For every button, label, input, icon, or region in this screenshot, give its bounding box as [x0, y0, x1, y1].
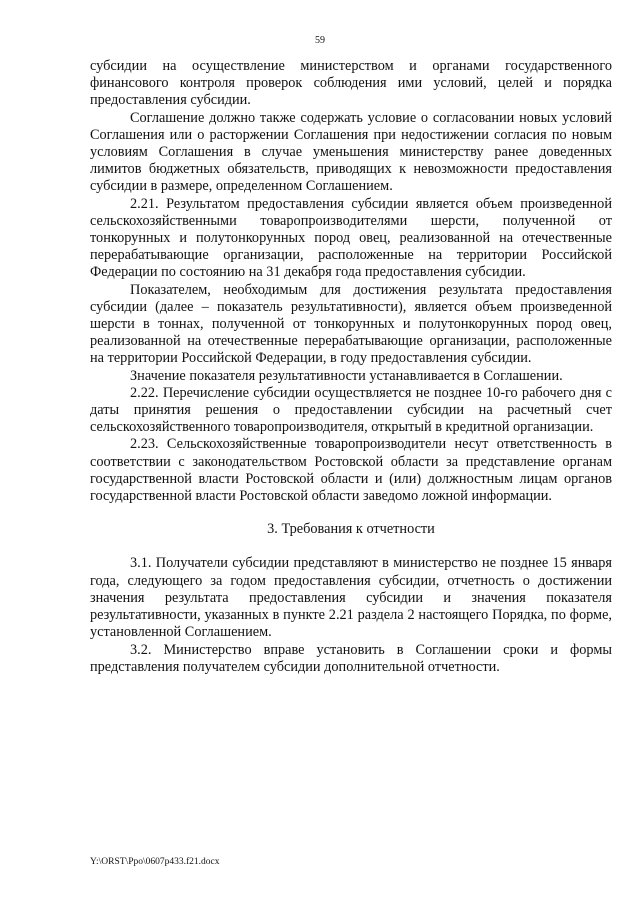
- paragraph-continuation: субсидии на осуществление министерством и органами государственного финансового контроля проверок соблюдения ими условий, целей и порядка предоставления субсидии.: [90, 58, 612, 109]
- footer-file-path: Y:\ORST\Ppo\0607p433.f21.docx: [90, 857, 220, 867]
- paragraph-agreement-terms: Соглашение должно также содержать условие о согласовании новых условий Соглашения или о расторжении Соглашения при недостижении согласия по новым условиям Соглашения в случае уменьшения министерству ранее доведенных лимитов бюджетных обязательств, приводящих к невозможности предоставления субсидии в размере, определенном Соглашением.: [90, 109, 612, 195]
- paragraph-2-22: 2.22. Перечисление субсидии осуществляется не позднее 10-го рабочего дня с даты принятия решения о предоставлении субсидии на расчетный счет сельскохозяйственного товаропроизводителя, открытый в кредитной организации.: [90, 384, 612, 436]
- section-heading: 3. Требования к отчетности: [267, 521, 435, 538]
- page-number: 59: [315, 35, 325, 46]
- paragraph-2-21: 2.21. Результатом предоставления субсидии является объем произведенной сельскохозяйственными товаропроизводителями шерсти, полученной от тонкорунных и полутонкорунных пород овец, реализованной на отечественные перерабатывающие организации, расположенные на территории Российской Федерации по состоянию на 31 декабря года предоставления субсидии.: [90, 195, 612, 281]
- paragraph-3-2: 3.2. Министерство вправе установить в Соглашении сроки и формы представления получателем субсидии дополнительной отчетности.: [90, 641, 612, 675]
- paragraph-indicator-value: Значение показателя результативности устанавливается в Соглашении.: [130, 367, 563, 384]
- paragraph-2-23: 2.23. Сельскохозяйственные товаропроизводители несут ответственность в соответствии с законодательством Ростовской области за представление органам государственной власти Ростовской области и (или) должностным лицам органов государственной власти Ростовской области заведомо ложной информации.: [90, 436, 612, 505]
- paragraph-3-1: 3.1. Получатели субсидии представляют в министерство не позднее 15 января года, следующего за годом предоставления субсидии, отчетность о достижении значения результата предоставления субсидии и значения показателя результативности, указанных в пункте 2.21 раздела 2 настоящего Порядка, по форме, установленной Соглашением.: [90, 555, 612, 641]
- document-body: [90, 58, 612, 676]
- paragraph-indicator: Показателем, необходимым для достижения результата предоставления субсидии (далее – показатель результативности), является объем произведенной шерсти в тоннах, полученной от тонкорунных и полутонкорунных пород овец, реализованной на отечественные перерабатывающие организации, расположенные на территории Российской Федерации, в году предоставления субсидии.: [90, 281, 612, 367]
